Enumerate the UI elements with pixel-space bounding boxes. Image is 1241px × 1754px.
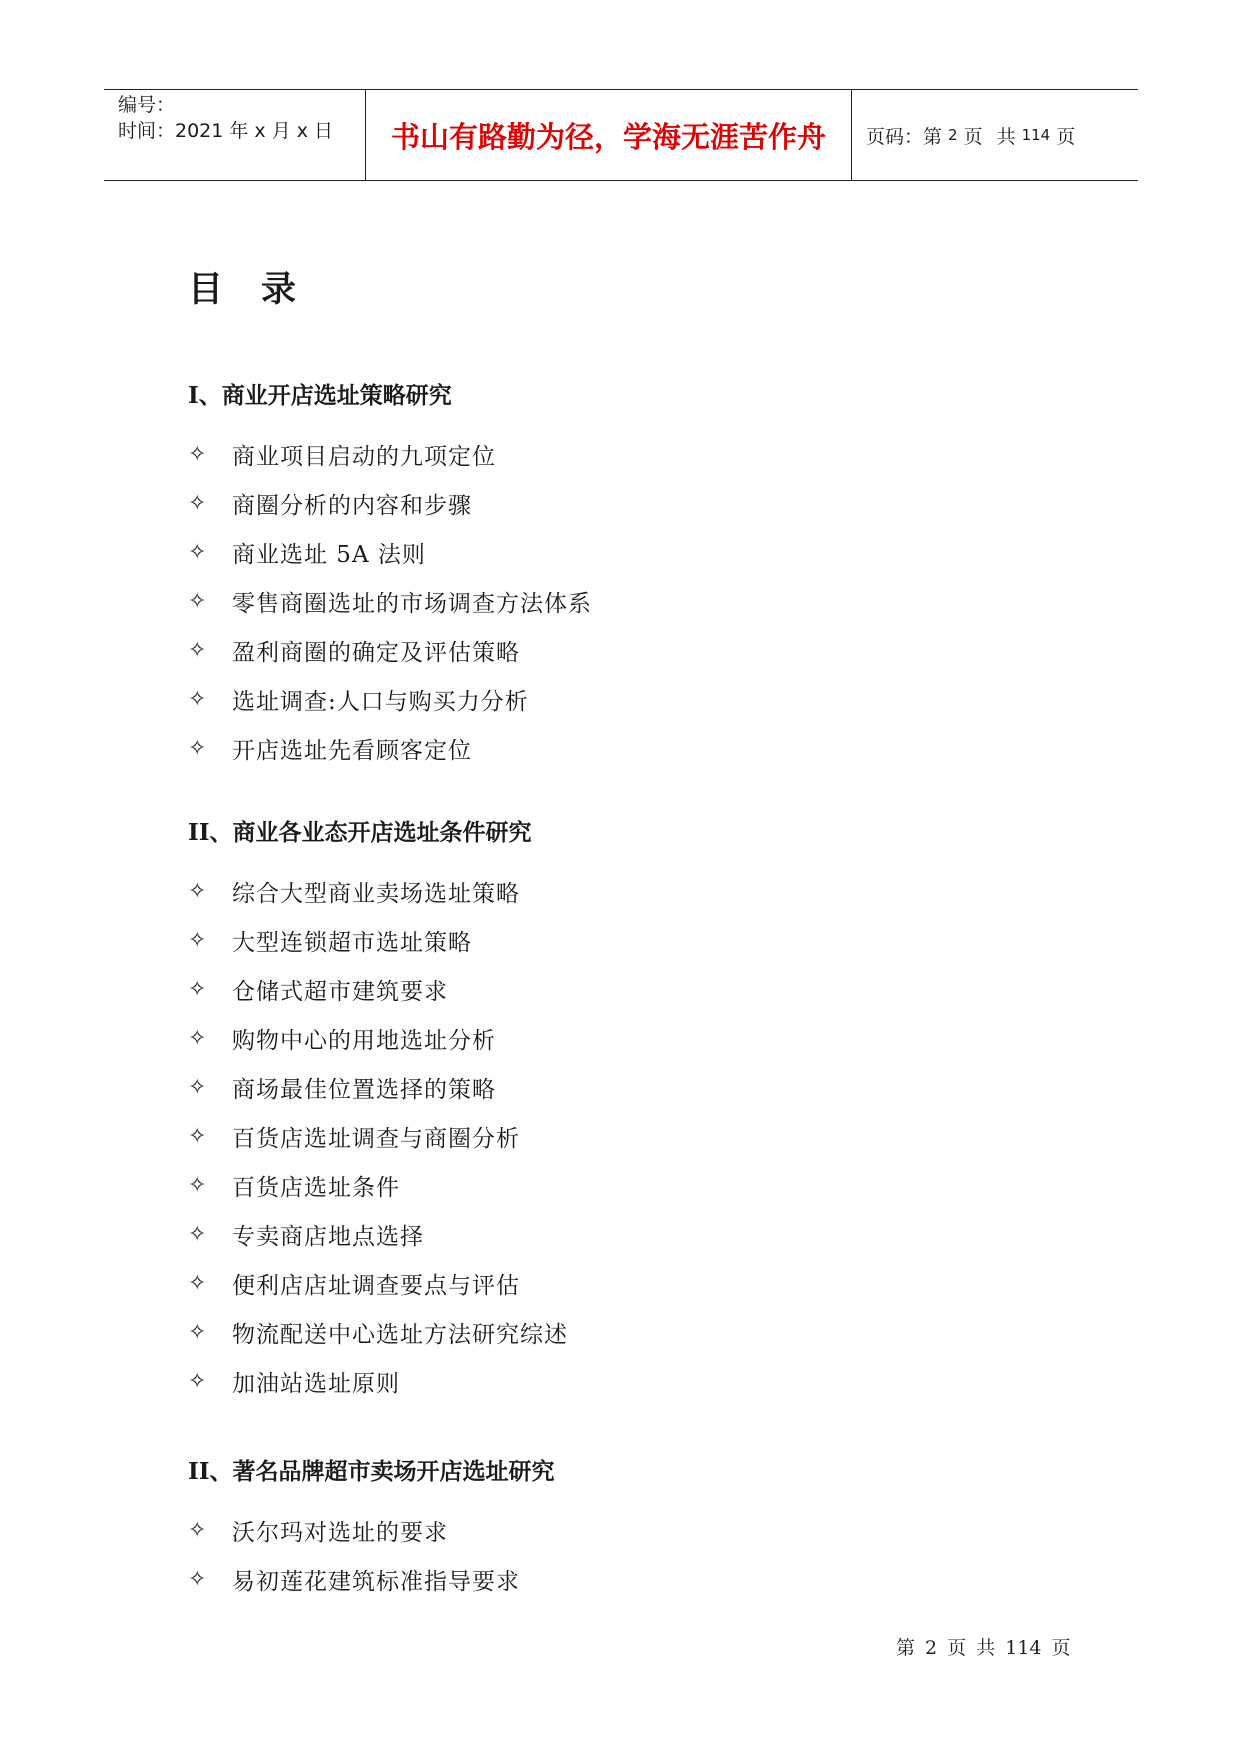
diamond-bullet-icon: ✧ xyxy=(188,1075,207,1100)
toc-item-label: 商圈分析的内容和步骤 xyxy=(232,493,472,519)
diamond-bullet-icon: ✧ xyxy=(188,1124,207,1149)
toc-item-label: 零售商圈选址的市场调查方法体系 xyxy=(232,591,592,617)
total-unit: 页 xyxy=(1056,125,1076,148)
toc-item xyxy=(188,1259,1088,1308)
page-number: 2 xyxy=(948,126,958,144)
toc-item xyxy=(188,479,1088,528)
diamond-bullet-icon: ✧ xyxy=(188,540,207,565)
toc-item-label: 百货店选址调查与商圈分析 xyxy=(232,1126,520,1152)
diamond-bullet-icon: ✧ xyxy=(188,1567,207,1592)
toc-item xyxy=(188,1308,1088,1357)
page-label: 页码：第 xyxy=(866,125,943,148)
toc-item xyxy=(188,1112,1088,1161)
header-motto: 书山有路勤为径，学海无涯苦作舟 xyxy=(390,119,826,154)
toc-item-label: 便利店店址调查要点与评估 xyxy=(232,1273,520,1299)
diamond-bullet-icon: ✧ xyxy=(188,687,207,712)
toc-item-label: 盈利商圈的确定及评估策略 xyxy=(232,640,520,666)
toc-item-label: 购物中心的用地选址分析 xyxy=(232,1028,496,1054)
page-footer: 第 2 页 共 114 页 xyxy=(896,1637,1071,1659)
section-heading: II、著名品牌超市卖场开店选址研究 xyxy=(188,1458,555,1485)
section-heading: I、商业开店选址策略研究 xyxy=(188,382,452,409)
header-meta-cell xyxy=(104,90,366,180)
toc-item xyxy=(188,528,1088,577)
toc-item xyxy=(188,1161,1088,1210)
toc-item xyxy=(188,916,1088,965)
diamond-bullet-icon: ✧ xyxy=(188,879,207,904)
toc-item xyxy=(188,430,1088,479)
diamond-bullet-icon: ✧ xyxy=(188,1320,207,1345)
toc-item-label: 仓储式超市建筑要求 xyxy=(232,979,448,1005)
header-page-cell xyxy=(852,90,1138,180)
toc-item xyxy=(188,1014,1088,1063)
diamond-bullet-icon: ✧ xyxy=(188,736,207,761)
toc-section xyxy=(188,818,1088,1406)
toc-item xyxy=(188,577,1088,626)
toc-item xyxy=(188,724,1088,773)
diamond-bullet-icon: ✧ xyxy=(188,1518,207,1543)
toc-item-label: 专卖商店地点选择 xyxy=(232,1224,424,1250)
document-number-label: 编号： xyxy=(118,94,176,116)
diamond-bullet-icon: ✧ xyxy=(188,1173,207,1198)
document-time-label: 时间：2021 年 x 月 x 日 xyxy=(118,120,334,142)
toc-item-label: 易初莲花建筑标准指导要求 xyxy=(232,1569,520,1595)
toc-item xyxy=(188,1357,1088,1406)
page-header xyxy=(104,89,1138,181)
toc-item-label: 百货店选址条件 xyxy=(232,1175,400,1201)
diamond-bullet-icon: ✧ xyxy=(188,928,207,953)
toc-item xyxy=(188,1506,1088,1555)
diamond-bullet-icon: ✧ xyxy=(188,1369,207,1394)
toc-item xyxy=(188,1210,1088,1259)
toc-item-label: 加油站选址原则 xyxy=(232,1371,400,1397)
diamond-bullet-icon: ✧ xyxy=(188,491,207,516)
toc-item-label: 商业选址 5A 法则 xyxy=(232,542,426,568)
toc-item xyxy=(188,965,1088,1014)
total-pages: 114 xyxy=(1021,126,1051,144)
diamond-bullet-icon: ✧ xyxy=(188,589,207,614)
toc-item xyxy=(188,867,1088,916)
diamond-bullet-icon: ✧ xyxy=(188,1222,207,1247)
diamond-bullet-icon: ✧ xyxy=(188,442,207,467)
toc-title: 目录 xyxy=(188,270,335,310)
toc-item xyxy=(188,675,1088,724)
toc-section xyxy=(188,381,1088,773)
diamond-bullet-icon: ✧ xyxy=(188,1026,207,1051)
header-motto-cell xyxy=(366,90,852,180)
toc-item-label: 沃尔玛对选址的要求 xyxy=(232,1520,448,1546)
total-label: 共 xyxy=(996,125,1016,148)
toc-item-label: 综合大型商业卖场选址策略 xyxy=(232,881,520,907)
toc-item-label: 商场最佳位置选择的策略 xyxy=(232,1077,496,1103)
toc-item-label: 大型连锁超市选址策略 xyxy=(232,930,472,956)
toc-item xyxy=(188,1063,1088,1112)
section-heading: II、商业各业态开店选址条件研究 xyxy=(188,819,532,846)
diamond-bullet-icon: ✧ xyxy=(188,1271,207,1296)
toc-item-label: 商业项目启动的九项定位 xyxy=(232,444,496,470)
toc-item-label: 开店选址先看顾客定位 xyxy=(232,738,472,764)
diamond-bullet-icon: ✧ xyxy=(188,638,207,663)
toc-item xyxy=(188,1555,1088,1604)
page-unit: 页 xyxy=(963,125,983,148)
toc-item-label: 物流配送中心选址方法研究综述 xyxy=(232,1322,568,1348)
toc-section xyxy=(188,1457,1088,1604)
toc-item xyxy=(188,626,1088,675)
diamond-bullet-icon: ✧ xyxy=(188,977,207,1002)
toc-item-label: 选址调查:人口与购买力分析 xyxy=(232,689,529,715)
